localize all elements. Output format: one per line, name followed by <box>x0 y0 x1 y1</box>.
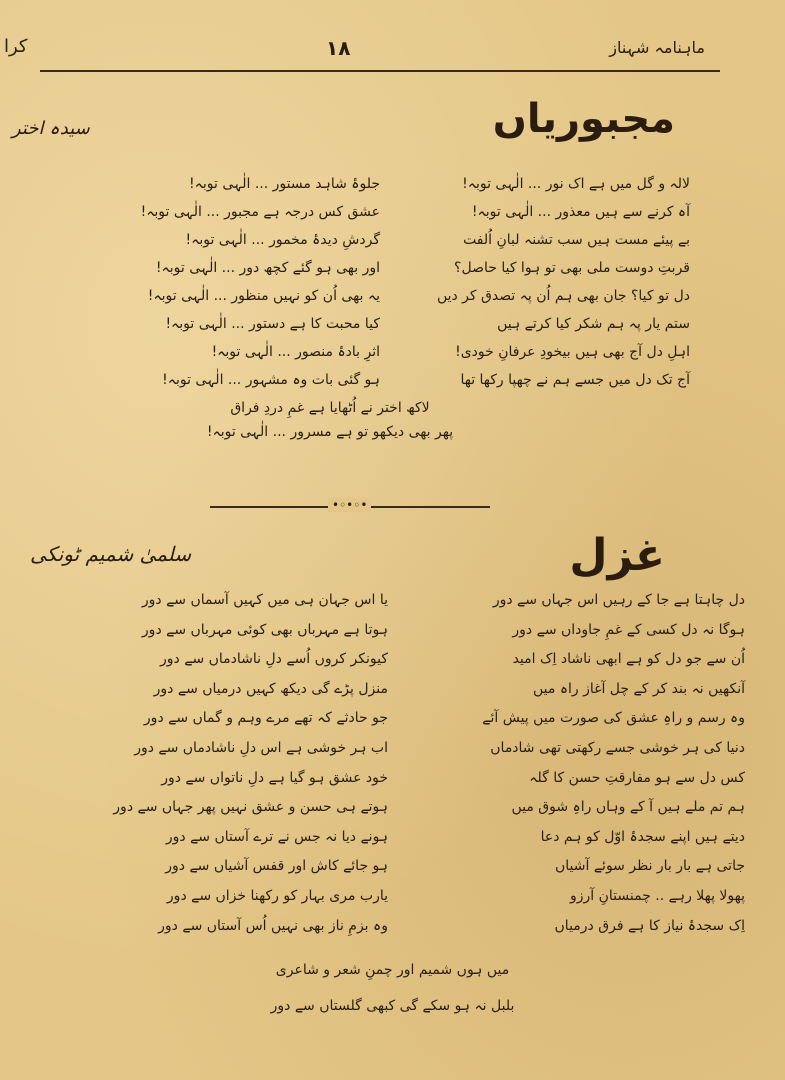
poem1-verse <box>90 312 690 340</box>
poem1-closing-line: پھر بھی دیکھو تو ہے مسرور ... الٰہی توبہ! <box>206 424 454 440</box>
poem1-closing-line: لاکھ اختر نے اُٹھایا ہے غمِ دردِ فراق <box>230 400 430 416</box>
poem2-title: غزل <box>569 530 665 581</box>
verse-line: وہ رسم و راہِ عشق کی صورت میں پیش آئے <box>482 710 745 727</box>
poem1-author: سیدہ اختر <box>12 118 90 139</box>
verse-line: جاتی ہے بار بار نظر سوئے آشیاں <box>555 858 745 875</box>
verse-line: دنیا کی ہر خوشی جسے رکھتی تھی شادماں <box>490 739 745 756</box>
verse-right: دل تو کیا؟ جان بھی ہم اُن پہ تصدق کر دیں <box>436 288 690 304</box>
poem1-verse <box>90 256 690 284</box>
verse-line: یارب مری بہار کو رکھنا خزاں سے دور <box>166 887 388 904</box>
poem1-verse <box>90 284 690 312</box>
verse-right: آج تک دل میں جسے ہم نے چھپا رکھا تھا <box>460 372 690 388</box>
verse-left: ہو گئی بات وہ مشہور ... الٰہی توبہ! <box>162 372 380 388</box>
magazine-title: ماہنامہ شہناز <box>609 38 705 57</box>
verse-left: اثرِ بادۂ منصور ... الٰہی توبہ! <box>211 344 380 360</box>
page-number: ۱۸ <box>326 36 351 60</box>
poem2-author: سلمیٰ شمیم ٹونکی <box>30 542 192 566</box>
verse-line: ہوتے ہی حسن و عشق نہیں پھر جہاں سے دور <box>113 799 388 816</box>
verse-line: کیونکر کروں اُسے دلِ ناشادماں سے دور <box>160 651 388 668</box>
poem2-closing-line: میں ہوں شمیم اور چمنِ شعر و شاعری <box>275 962 510 978</box>
poem1-body <box>90 172 690 444</box>
header-rule <box>40 70 720 72</box>
poem1-verse <box>90 172 690 200</box>
verse-left: جلوۂ شاہد مستور ... الٰہی توبہ! <box>189 176 380 192</box>
poem1-verse <box>90 200 690 228</box>
verse-left: عشق کس درجہ ہے مجبور ... الٰہی توبہ! <box>140 204 380 220</box>
verse-line: اِک سجدۂ نیاز کا ہے فرق درمیاں <box>554 917 745 934</box>
verse-line: خود عشق ہو گیا ہے دلِ ناتواں سے دور <box>161 769 388 786</box>
verse-line: ہوگا نہ دل کسی کے غمِ جاوداں سے دور <box>512 621 745 638</box>
poem1-title: مجبوریاں <box>492 96 675 142</box>
header-left-text: کرا <box>4 36 28 57</box>
verse-left: اور بھی ہو گئے کچھ دور ... الٰہی توبہ! <box>155 260 380 276</box>
verse-line: اب ہر خوشی ہے اس دلِ ناشادماں سے دور <box>134 739 388 756</box>
verse-right: ستم یار پہ ہم شکر کیا کرتے ہیں <box>497 316 690 332</box>
poem2-left-column <box>28 586 388 941</box>
verse-line: وہ بزمِ ناز بھی نہیں اُس آستاں سے دور <box>158 917 388 934</box>
verse-right: اہلِ دل آج بھی ہیں بیخودِ عرفانِ خودی! <box>455 344 690 360</box>
verse-line: ہونے دیا نہ جس نے ترے آستاں سے دور <box>165 828 388 845</box>
verse-right: بے پیئے مست ہیں سب تشنہ لبانِ اُلفت <box>463 232 690 248</box>
poem1-verse <box>90 340 690 368</box>
divider-ornament-icon: •◦•◦• <box>328 498 371 512</box>
verse-line: ہوتا ہے مہرباں بھی کوئی مہرباں سے دور <box>141 621 388 638</box>
verse-left: گردشِ دیدۂ مخمور ... الٰہی توبہ! <box>185 232 380 248</box>
page-header <box>0 18 785 66</box>
verse-right: آہ کرنے سے ہیں معذور ... الٰہی توبہ! <box>471 204 690 220</box>
verse-line: ہم تم ملے ہیں آ کے وہاں راہِ شوق میں <box>511 799 745 816</box>
verse-line: ہو جائے کاش اور قفس آشیاں سے دور <box>165 858 388 875</box>
verse-right: لالہ و گل میں ہے اک نور ... الٰہی توبہ! <box>462 176 690 192</box>
verse-line: یا اس جہان ہی میں کہیں آسماں سے دور <box>141 592 388 608</box>
poem1-verse <box>90 228 690 256</box>
verse-left: کیا محبت کا ہے دستور ... الٰہی توبہ! <box>165 316 380 332</box>
verse-right: قربتِ دوست ملی بھی تو ہوا کیا حاصل؟ <box>454 260 690 276</box>
verse-left: یہ بھی اُن کو نہیں منظور ... الٰہی توبہ! <box>147 288 380 304</box>
verse-line: کس دل سے ہو مفارقتِ حسن کا گلہ <box>529 769 745 786</box>
verse-line: آنکھیں نہ بند کر کے چل آغاز راہ میں <box>532 680 745 697</box>
verse-line: دل چاہتا ہے جا کے رہیں اس جہاں سے دور <box>492 592 745 608</box>
verse-line: جو حادثے کہ تھے مرے وہم و گماں سے دور <box>143 710 388 727</box>
verse-line: اُن سے جو دل کو ہے ابھی ناشاد اِک امید <box>512 651 745 668</box>
verse-line: منزل پڑے گی دیکھ کہیں درمیاں سے دور <box>153 680 388 697</box>
verse-line: پھولا پھلا رہے .. چمنستانِ آرزو <box>570 887 745 904</box>
poem2-closing-line: بلبل نہ ہو سکے گی کبھی گلستاں سے دور <box>270 998 515 1014</box>
poem1-verse <box>90 368 690 396</box>
verse-line: دیتے ہیں اپنے سجدۂ اوّل کو ہم دعا <box>540 828 745 845</box>
poem2-right-column <box>385 586 745 941</box>
